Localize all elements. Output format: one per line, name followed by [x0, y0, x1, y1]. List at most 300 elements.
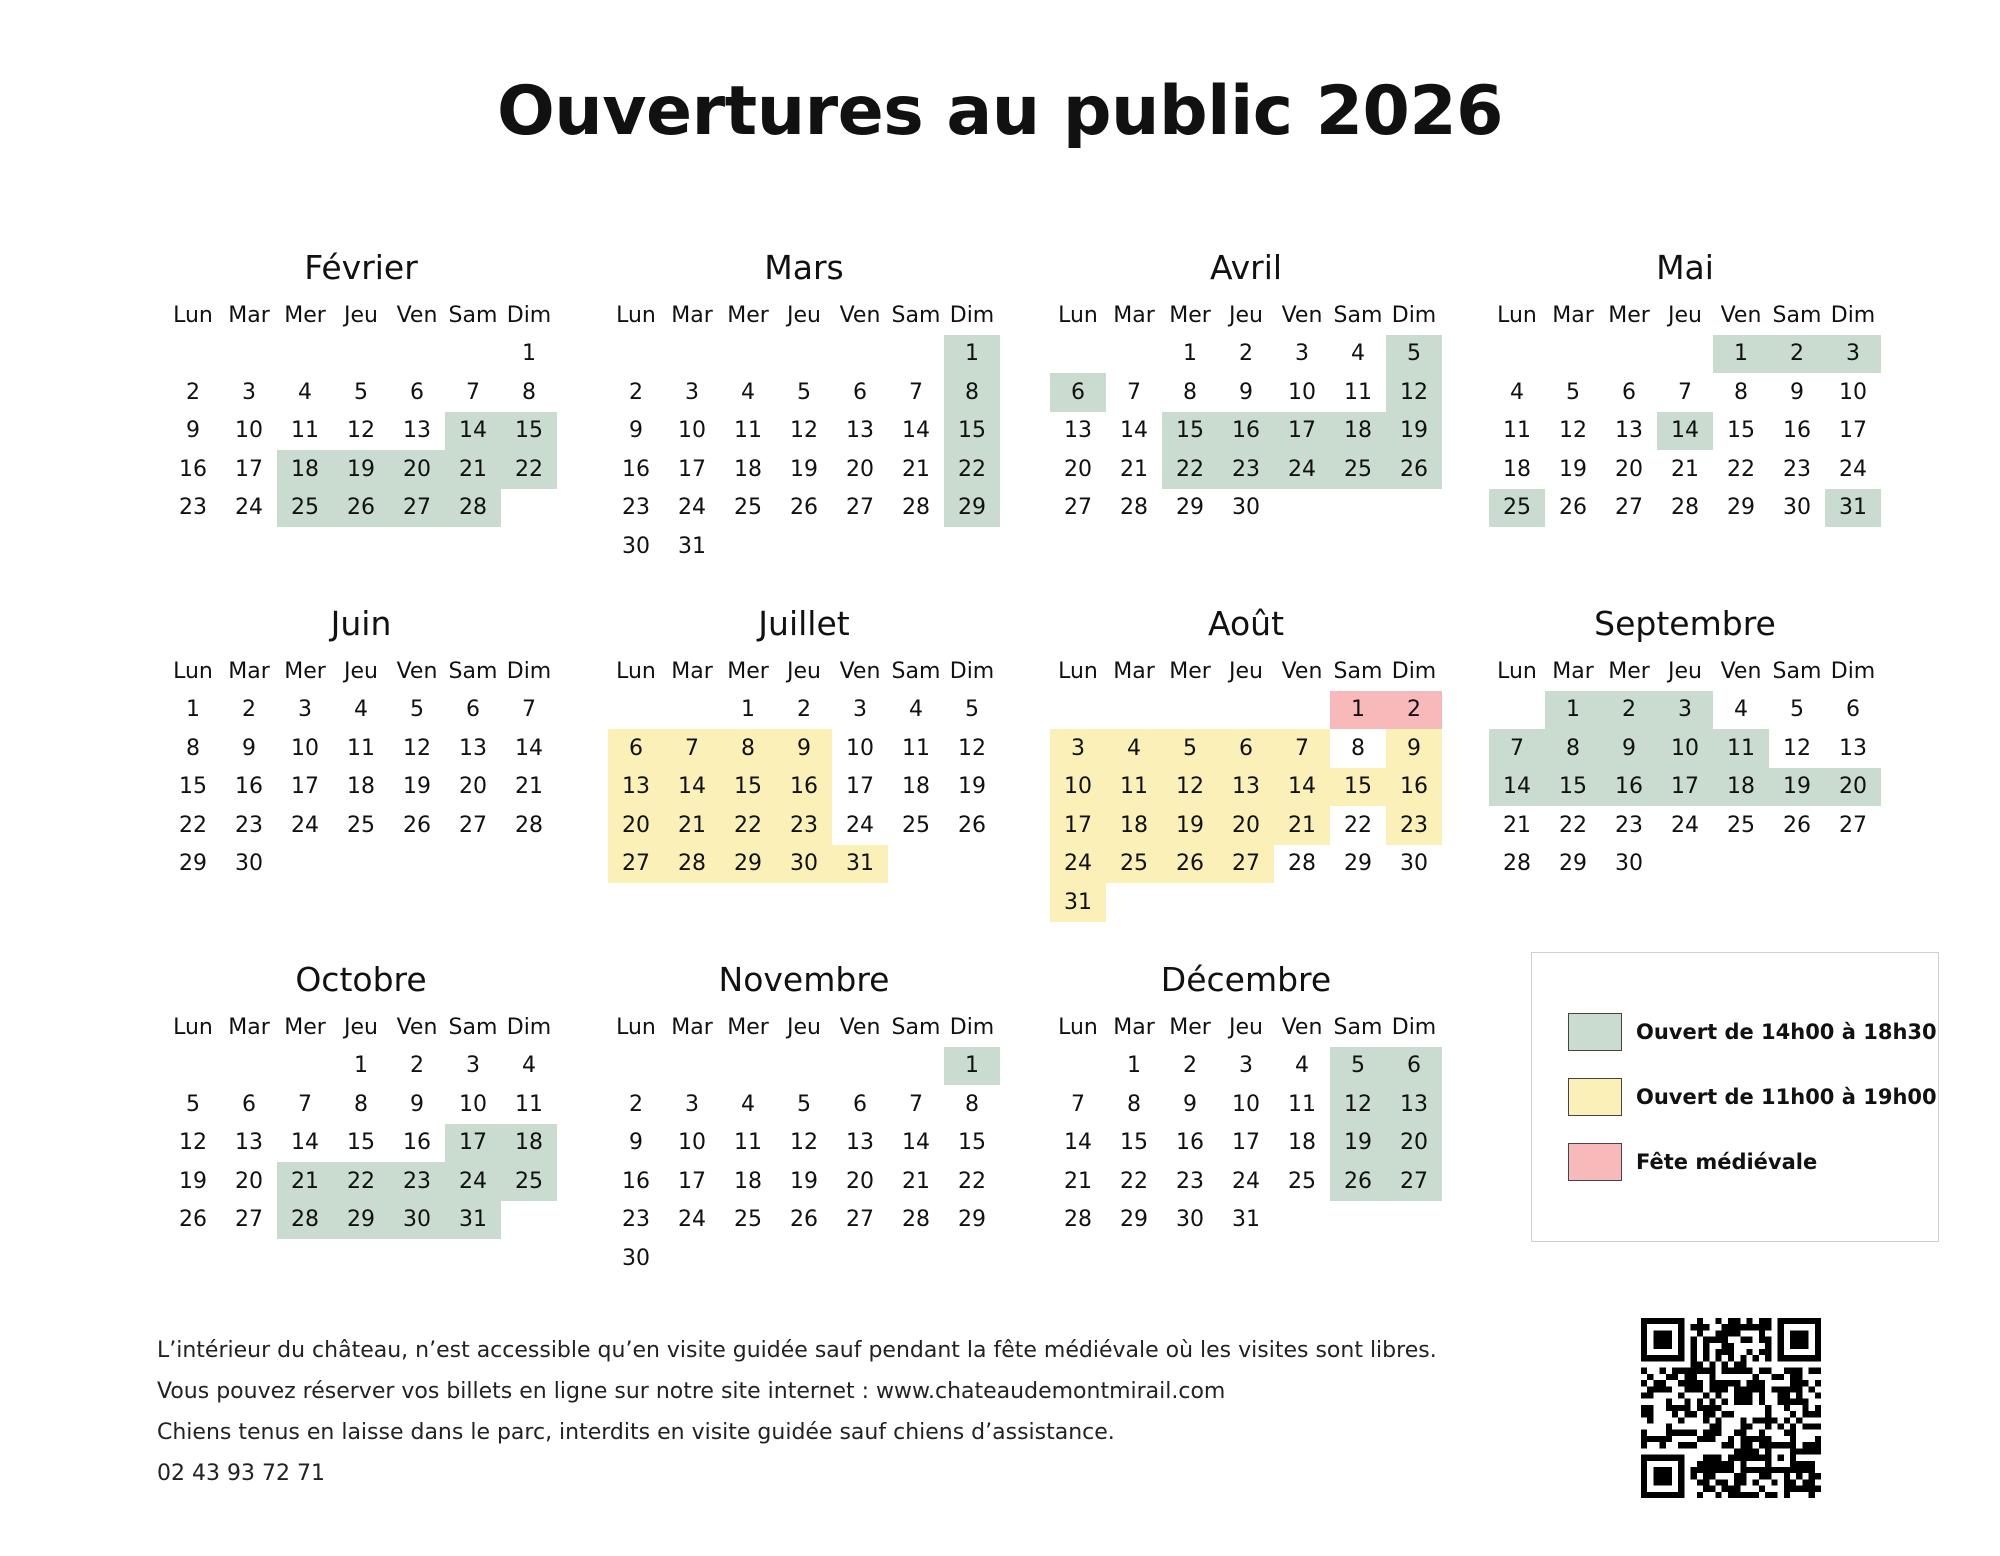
- month-days-grid: [165, 296, 557, 527]
- day-cell: 22: [1559, 812, 1587, 838]
- day-cell: 15: [179, 774, 207, 800]
- day-cell: 9: [186, 418, 200, 444]
- weekday-label: Sam: [1333, 658, 1383, 684]
- day-cell: 23: [179, 495, 207, 521]
- weekday-label: Jeu: [1668, 302, 1702, 328]
- day-cell: 5: [186, 1091, 200, 1117]
- day-cell: 24: [1050, 845, 1106, 884]
- day-cell: 27: [1064, 495, 1092, 521]
- weekday-label: Lun: [173, 658, 213, 684]
- weekday-label: Mer: [727, 1014, 769, 1040]
- weekday-label: Lun: [616, 1014, 656, 1040]
- day-cell: 6: [1386, 1047, 1442, 1086]
- day-cell: 1: [1183, 341, 1197, 367]
- day-cell: 23: [1783, 456, 1811, 482]
- day-cell: 17: [1274, 412, 1330, 451]
- day-cell: 14: [1064, 1130, 1092, 1156]
- day-cell: 5: [965, 697, 979, 723]
- day-cell: 11: [347, 735, 375, 761]
- day-cell: 25: [1106, 845, 1162, 884]
- day-cell: 30: [389, 1201, 445, 1240]
- day-cell: 18: [1713, 768, 1769, 807]
- day-cell: 22: [720, 806, 776, 845]
- day-cell: 13: [1386, 1085, 1442, 1124]
- day-cell: 25: [734, 1207, 762, 1233]
- day-cell: 27: [1218, 845, 1274, 884]
- day-cell: 14: [1657, 412, 1713, 451]
- weekday-label: Dim: [1391, 1014, 1437, 1040]
- weekday-label: Mer: [1169, 1014, 1211, 1040]
- weekday-label: Jeu: [1229, 1014, 1263, 1040]
- day-cell: 1: [186, 697, 200, 723]
- legend-item-green: [1568, 1012, 1937, 1052]
- weekday-label: Ven: [1720, 658, 1762, 684]
- month-name: Juillet: [758, 604, 850, 643]
- day-cell: 22: [179, 812, 207, 838]
- day-cell: 3: [466, 1053, 480, 1079]
- day-cell: 2: [410, 1053, 424, 1079]
- day-cell: 29: [720, 845, 776, 884]
- day-cell: 20: [1218, 806, 1274, 845]
- note-visit-info: L’intérieur du château, n’est accessible qu’en visite guidée sauf pendant la fête médiévale où les visites sont libres.: [157, 1338, 1437, 1363]
- day-cell: 17: [678, 456, 706, 482]
- weekday-label: Sam: [448, 658, 498, 684]
- day-cell: 9: [1790, 379, 1804, 405]
- day-cell: 5: [410, 697, 424, 723]
- day-cell: 23: [776, 806, 832, 845]
- weekday-label: Ven: [839, 1014, 881, 1040]
- day-cell: 9: [410, 1091, 424, 1117]
- day-cell: 6: [853, 1091, 867, 1117]
- day-cell: 29: [944, 489, 1000, 528]
- day-cell: 17: [1839, 418, 1867, 444]
- weekday-label: Jeu: [344, 302, 378, 328]
- day-cell: 26: [1162, 845, 1218, 884]
- day-cell: 12: [1783, 735, 1811, 761]
- weekday-label: Dim: [1830, 302, 1876, 328]
- day-cell: 25: [277, 489, 333, 528]
- day-cell: 28: [1671, 495, 1699, 521]
- legend-label: Ouvert de 11h00 à 19h00: [1636, 1085, 1937, 1109]
- day-cell: 4: [741, 379, 755, 405]
- month-name: Février: [304, 248, 418, 287]
- weekday-label: Dim: [506, 302, 552, 328]
- day-cell: 21: [1274, 806, 1330, 845]
- day-cell: 12: [790, 1130, 818, 1156]
- day-cell: 30: [235, 851, 263, 877]
- weekday-label: Dim: [506, 1014, 552, 1040]
- day-cell: 17: [445, 1124, 501, 1163]
- month-days-grid: [1050, 652, 1442, 922]
- day-cell: 23: [622, 495, 650, 521]
- weekday-label: Dim: [1391, 302, 1437, 328]
- weekday-label: Lun: [616, 302, 656, 328]
- day-cell: 4: [909, 697, 923, 723]
- day-cell: 28: [902, 1207, 930, 1233]
- day-cell: 11: [1713, 729, 1769, 768]
- day-cell: 12: [179, 1130, 207, 1156]
- weekday-label: Sam: [1772, 658, 1822, 684]
- day-cell: 4: [1510, 379, 1524, 405]
- day-cell: 1: [354, 1053, 368, 1079]
- day-cell: 5: [1330, 1047, 1386, 1086]
- day-cell: 4: [522, 1053, 536, 1079]
- day-cell: 19: [1330, 1124, 1386, 1163]
- day-cell: 12: [1386, 373, 1442, 412]
- day-cell: 8: [720, 729, 776, 768]
- day-cell: 8: [1545, 729, 1601, 768]
- day-cell: 26: [179, 1207, 207, 1233]
- day-cell: 3: [1657, 691, 1713, 730]
- weekday-label: Dim: [506, 658, 552, 684]
- day-cell: 19: [1386, 412, 1442, 451]
- day-cell: 12: [958, 735, 986, 761]
- day-cell: 4: [1351, 341, 1365, 367]
- legend-label: Ouvert de 14h00 à 18h30: [1636, 1020, 1937, 1044]
- day-cell: 22: [944, 450, 1000, 489]
- day-cell: 7: [1274, 729, 1330, 768]
- day-cell: 14: [1120, 418, 1148, 444]
- day-cell: 15: [1120, 1130, 1148, 1156]
- month-name: Septembre: [1594, 604, 1776, 643]
- day-cell: 18: [347, 774, 375, 800]
- weekday-label: Lun: [1497, 658, 1537, 684]
- day-cell: 1: [1545, 691, 1601, 730]
- day-cell: 26: [790, 1207, 818, 1233]
- weekday-label: Ven: [1720, 302, 1762, 328]
- day-cell: 4: [1106, 729, 1162, 768]
- weekday-label: Mar: [228, 1014, 270, 1040]
- day-cell: 7: [466, 379, 480, 405]
- day-cell: 13: [459, 735, 487, 761]
- day-cell: 22: [333, 1162, 389, 1201]
- day-cell: 8: [522, 379, 536, 405]
- day-cell: 25: [734, 495, 762, 521]
- day-cell: 2: [186, 379, 200, 405]
- month-name: Mai: [1656, 248, 1714, 287]
- day-cell: 27: [1839, 812, 1867, 838]
- day-cell: 11: [1503, 418, 1531, 444]
- day-cell: 25: [902, 812, 930, 838]
- day-cell: 21: [664, 806, 720, 845]
- day-cell: 3: [685, 379, 699, 405]
- day-cell: 2: [797, 697, 811, 723]
- day-cell: 30: [1783, 495, 1811, 521]
- day-cell: 23: [1386, 806, 1442, 845]
- month-days-grid: [608, 652, 1000, 883]
- day-cell: 9: [242, 735, 256, 761]
- day-cell: 15: [1727, 418, 1755, 444]
- day-cell: 2: [1183, 1053, 1197, 1079]
- day-cell: 2: [629, 1091, 643, 1117]
- note-booking-info: Vous pouvez réserver vos billets en ligne sur notre site internet : www.chateaudemontmirail.com: [157, 1379, 1226, 1404]
- qr-code-icon[interactable]: [1641, 1318, 1821, 1498]
- day-cell: 7: [1071, 1091, 1085, 1117]
- page-title: Ouvertures au public 2026: [496, 72, 1503, 151]
- day-cell: 25: [1727, 812, 1755, 838]
- day-cell: 13: [608, 768, 664, 807]
- weekday-label: Mer: [1169, 302, 1211, 328]
- day-cell: 8: [186, 735, 200, 761]
- day-cell: 29: [958, 1207, 986, 1233]
- day-cell: 26: [403, 812, 431, 838]
- day-cell: 5: [797, 379, 811, 405]
- weekday-label: Jeu: [787, 658, 821, 684]
- day-cell: 18: [1330, 412, 1386, 451]
- day-cell: 16: [1176, 1130, 1204, 1156]
- weekday-label: Lun: [1058, 658, 1098, 684]
- day-cell: 13: [846, 1130, 874, 1156]
- day-cell: 9: [1601, 729, 1657, 768]
- day-cell: 16: [1386, 768, 1442, 807]
- day-cell: 10: [846, 735, 874, 761]
- weekday-label: Jeu: [344, 1014, 378, 1040]
- day-cell: 18: [1106, 806, 1162, 845]
- weekday-label: Mer: [1608, 658, 1650, 684]
- day-cell: 22: [1727, 456, 1755, 482]
- day-cell: 19: [958, 774, 986, 800]
- day-cell: 26: [1559, 495, 1587, 521]
- day-cell: 1: [1713, 335, 1769, 374]
- day-cell: 30: [1232, 495, 1260, 521]
- month-days-grid: [608, 296, 1000, 566]
- day-cell: 28: [664, 845, 720, 884]
- day-cell: 29: [1559, 851, 1587, 877]
- day-cell: 2: [1769, 335, 1825, 374]
- weekday-label: Ven: [839, 658, 881, 684]
- weekday-label: Mar: [228, 302, 270, 328]
- day-cell: 20: [1386, 1124, 1442, 1163]
- day-cell: 14: [902, 1130, 930, 1156]
- day-cell: 28: [515, 812, 543, 838]
- weekday-label: Lun: [173, 1014, 213, 1040]
- day-cell: 14: [1489, 768, 1545, 807]
- day-cell: 18: [1288, 1130, 1316, 1156]
- day-cell: 1: [522, 341, 536, 367]
- day-cell: 4: [354, 697, 368, 723]
- day-cell: 13: [1218, 768, 1274, 807]
- day-cell: 11: [734, 1130, 762, 1156]
- day-cell: 17: [1657, 768, 1713, 807]
- weekday-label: Mar: [671, 658, 713, 684]
- day-cell: 19: [1162, 806, 1218, 845]
- day-cell: 16: [403, 1130, 431, 1156]
- weekday-label: Mer: [727, 658, 769, 684]
- day-cell: 15: [958, 1130, 986, 1156]
- month-days-grid: [1050, 296, 1442, 527]
- day-cell: 1: [1330, 691, 1386, 730]
- weekday-label: Mar: [671, 302, 713, 328]
- day-cell: 19: [790, 456, 818, 482]
- day-cell: 12: [403, 735, 431, 761]
- weekday-label: Ven: [396, 1014, 438, 1040]
- weekday-label: Lun: [173, 302, 213, 328]
- day-cell: 14: [291, 1130, 319, 1156]
- day-cell: 12: [1559, 418, 1587, 444]
- day-cell: 6: [1622, 379, 1636, 405]
- day-cell: 2: [629, 379, 643, 405]
- day-cell: 15: [720, 768, 776, 807]
- day-cell: 18: [902, 774, 930, 800]
- day-cell: 7: [909, 379, 923, 405]
- day-cell: 6: [1218, 729, 1274, 768]
- day-cell: 24: [678, 495, 706, 521]
- day-cell: 25: [501, 1162, 557, 1201]
- day-cell: 21: [1064, 1168, 1092, 1194]
- day-cell: 29: [1176, 495, 1204, 521]
- weekday-label: Dim: [949, 1014, 995, 1040]
- day-cell: 1: [944, 335, 1000, 374]
- day-cell: 1: [1127, 1053, 1141, 1079]
- day-cell: 10: [1050, 768, 1106, 807]
- weekday-label: Lun: [1058, 302, 1098, 328]
- day-cell: 24: [1232, 1168, 1260, 1194]
- day-cell: 11: [515, 1091, 543, 1117]
- day-cell: 24: [1671, 812, 1699, 838]
- day-cell: 5: [1386, 335, 1442, 374]
- weekday-label: Ven: [1281, 658, 1323, 684]
- day-cell: 21: [1671, 456, 1699, 482]
- day-cell: 28: [1503, 851, 1531, 877]
- notes: [157, 1330, 1457, 1494]
- day-cell: 15: [1162, 412, 1218, 451]
- day-cell: 9: [776, 729, 832, 768]
- day-cell: 14: [664, 768, 720, 807]
- day-cell: 6: [1050, 373, 1106, 412]
- day-cell: 6: [410, 379, 424, 405]
- day-cell: 21: [445, 450, 501, 489]
- day-cell: 21: [1120, 456, 1148, 482]
- day-cell: 25: [1288, 1168, 1316, 1194]
- weekday-label: Sam: [448, 302, 498, 328]
- day-cell: 3: [853, 697, 867, 723]
- month-days-grid: [608, 1008, 1000, 1278]
- day-cell: 30: [622, 1245, 650, 1271]
- day-cell: 15: [944, 412, 1000, 451]
- month-days-grid: [1489, 652, 1881, 883]
- day-cell: 25: [1330, 450, 1386, 489]
- day-cell: 21: [1503, 812, 1531, 838]
- day-cell: 22: [1344, 812, 1372, 838]
- day-cell: 29: [1120, 1207, 1148, 1233]
- day-cell: 1: [741, 697, 755, 723]
- day-cell: 26: [1783, 812, 1811, 838]
- day-cell: 27: [1615, 495, 1643, 521]
- month-days-grid: [1489, 296, 1881, 527]
- day-cell: 27: [608, 845, 664, 884]
- day-cell: 10: [1839, 379, 1867, 405]
- day-cell: 19: [1769, 768, 1825, 807]
- day-cell: 3: [1825, 335, 1881, 374]
- day-cell: 11: [902, 735, 930, 761]
- weekday-label: Sam: [448, 1014, 498, 1040]
- month-name: Juin: [330, 604, 392, 643]
- legend-label: Fête médiévale: [1636, 1150, 1818, 1174]
- day-cell: 16: [1601, 768, 1657, 807]
- day-cell: 27: [846, 495, 874, 521]
- day-cell: 17: [1232, 1130, 1260, 1156]
- weekday-label: Mer: [284, 302, 326, 328]
- day-cell: 8: [354, 1091, 368, 1117]
- day-cell: 29: [333, 1201, 389, 1240]
- day-cell: 8: [1183, 379, 1197, 405]
- day-cell: 30: [1176, 1207, 1204, 1233]
- day-cell: 7: [1678, 379, 1692, 405]
- day-cell: 20: [1825, 768, 1881, 807]
- day-cell: 20: [846, 456, 874, 482]
- day-cell: 10: [1232, 1091, 1260, 1117]
- day-cell: 8: [1127, 1091, 1141, 1117]
- day-cell: 31: [1050, 883, 1106, 922]
- day-cell: 5: [1162, 729, 1218, 768]
- legend-swatch-pink: [1568, 1143, 1622, 1181]
- weekday-label: Sam: [1772, 302, 1822, 328]
- day-cell: 2: [1386, 691, 1442, 730]
- day-cell: 15: [1545, 768, 1601, 807]
- day-cell: 2: [1601, 691, 1657, 730]
- day-cell: 23: [1615, 812, 1643, 838]
- day-cell: 13: [1615, 418, 1643, 444]
- weekday-label: Jeu: [787, 302, 821, 328]
- day-cell: 28: [1288, 851, 1316, 877]
- day-cell: 6: [608, 729, 664, 768]
- day-cell: 26: [790, 495, 818, 521]
- day-cell: 23: [389, 1162, 445, 1201]
- day-cell: 21: [902, 456, 930, 482]
- day-cell: 28: [902, 495, 930, 521]
- day-cell: 14: [515, 735, 543, 761]
- day-cell: 30: [776, 845, 832, 884]
- day-cell: 12: [1162, 768, 1218, 807]
- weekday-label: Jeu: [1229, 658, 1263, 684]
- month-days-grid: [1050, 1008, 1442, 1239]
- day-cell: 19: [179, 1168, 207, 1194]
- day-cell: 28: [445, 489, 501, 528]
- day-cell: 3: [1239, 1053, 1253, 1079]
- day-cell: 27: [846, 1207, 874, 1233]
- weekday-label: Mar: [671, 1014, 713, 1040]
- day-cell: 3: [242, 379, 256, 405]
- month-name: Août: [1207, 604, 1285, 643]
- month-days-grid: [165, 652, 557, 883]
- weekday-label: Lun: [1058, 1014, 1098, 1040]
- day-cell: 15: [501, 412, 557, 451]
- day-cell: 9: [1239, 379, 1253, 405]
- day-cell: 8: [965, 1091, 979, 1117]
- day-cell: 7: [522, 697, 536, 723]
- day-cell: 6: [242, 1091, 256, 1117]
- day-cell: 7: [909, 1091, 923, 1117]
- legend: [1531, 952, 1939, 1242]
- weekday-label: Mer: [284, 1014, 326, 1040]
- weekday-label: Mar: [1552, 302, 1594, 328]
- day-cell: 20: [608, 806, 664, 845]
- day-cell: 24: [1839, 456, 1867, 482]
- day-cell: 19: [790, 1168, 818, 1194]
- weekday-label: Sam: [891, 1014, 941, 1040]
- month-name: Octobre: [295, 960, 427, 999]
- weekday-label: Sam: [891, 658, 941, 684]
- day-cell: 3: [685, 1091, 699, 1117]
- day-cell: 28: [277, 1201, 333, 1240]
- day-cell: 21: [902, 1168, 930, 1194]
- day-cell: 24: [846, 812, 874, 838]
- day-cell: 12: [347, 418, 375, 444]
- day-cell: 8: [1351, 735, 1365, 761]
- day-cell: 5: [1790, 697, 1804, 723]
- weekday-label: Mer: [727, 302, 769, 328]
- day-cell: 10: [678, 418, 706, 444]
